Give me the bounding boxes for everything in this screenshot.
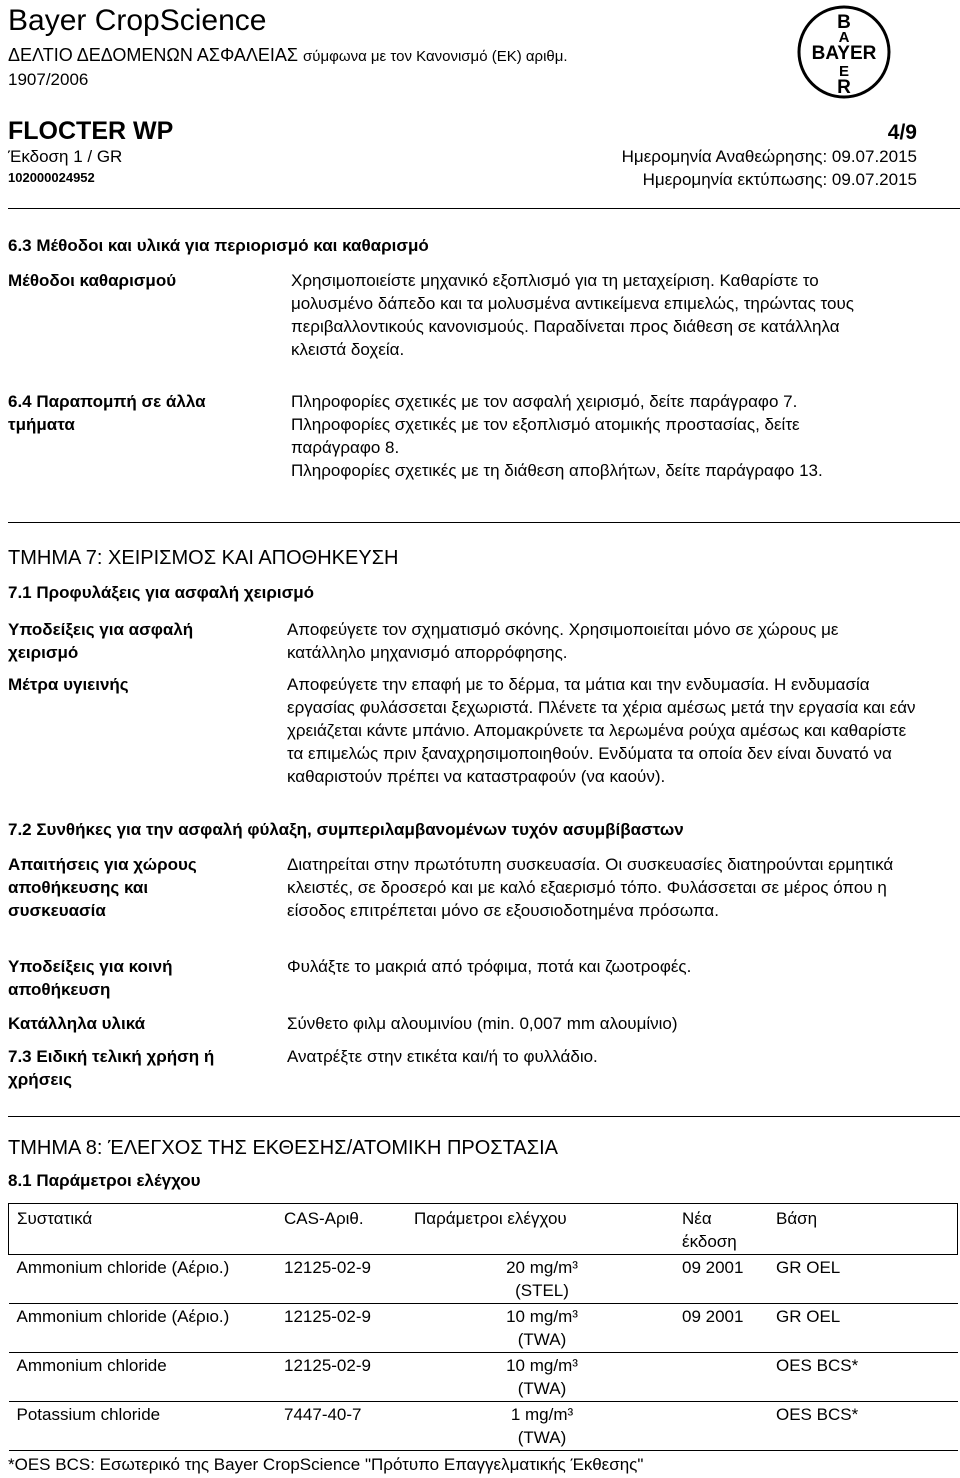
- table-row: [9, 1353, 958, 1402]
- section-7-1-title: 7.1 Προφυλάξεις για ασφαλή χειρισμό: [8, 583, 315, 602]
- common-storage-label: Υποδείξεις για κοινή αποθήκευση: [8, 957, 173, 999]
- param-value: 10 mg/m³: [506, 1307, 578, 1326]
- section-7-3-text: Ανατρέξτε στην ετικέτα και/ή το φυλλάδιο.: [287, 1047, 598, 1066]
- col-header-parameters: Παράμετροι ελέγχου: [414, 1209, 567, 1228]
- cell-basis: GR OEL: [768, 1304, 958, 1353]
- table-row: [9, 1304, 958, 1353]
- section-7-2-title: 7.2 Συνθήκες για την ασφαλή φύλαξη, συμπεριλαμβανομένων τυχόν ασυμβίβαστων: [8, 820, 684, 839]
- col-header-edition: Νέα έκδοση: [682, 1209, 737, 1251]
- bayer-logo: [796, 4, 892, 100]
- suitable-materials-label: Κατάλληλα υλικά: [8, 1014, 146, 1033]
- cell-cas: 12125-02-9: [276, 1255, 406, 1304]
- logo-letter-e: E: [838, 63, 850, 80]
- cell-component: Ammonium chloride (Αέριο.): [9, 1255, 277, 1304]
- cell-cas: 7447-40-7: [276, 1402, 406, 1451]
- cell-edition: 09 2001: [674, 1255, 768, 1304]
- param-value: 20 mg/m³: [506, 1258, 578, 1277]
- cell-edition: [674, 1353, 768, 1402]
- param-type: (TWA): [517, 1428, 567, 1447]
- document-code: 102000024952: [8, 170, 95, 185]
- page-number: 4/9: [887, 121, 917, 144]
- product-name: FLOCTER WP: [8, 117, 174, 145]
- cleaning-methods-label: Μέθοδοι καθαρισμού: [8, 271, 177, 290]
- col-header-basis: Βάση: [776, 1209, 818, 1228]
- section-divider: [8, 522, 960, 523]
- section-8-title: ΤΜΗΜΑ 8: ΈΛΕΓΧΟΣ ΤΗΣ ΕΚΘΕΣΗΣ/ΑΤΟΜΙΚΗ ΠΡΟΣΤΑΣΙΑ: [8, 1137, 558, 1159]
- section-6-4-references: [291, 390, 891, 482]
- control-parameters-table: [8, 1203, 958, 1451]
- reference-line: Πληροφορίες σχετικές με τον εξοπλισμό ατομικής προστασίας, δείτε παράγραφο 8.: [291, 415, 800, 457]
- section-6-4-label: 6.4 Παραπομπή σε άλλα τμήματα: [8, 392, 206, 434]
- cell-cas: 12125-02-9: [276, 1353, 406, 1402]
- common-storage-text: Φυλάξτε το μακριά από τρόφιμα, ποτά και ζωοτροφές.: [287, 957, 692, 976]
- header-divider: [8, 208, 960, 209]
- section-7-title: ΤΜΗΜΑ 7: ΧΕΙΡΙΣΜΟΣ ΚΑΙ ΑΠΟΘΗΚΕΥΣΗ: [8, 547, 399, 569]
- section-8-1-title: 8.1 Παράμετροι ελέγχου: [8, 1171, 201, 1190]
- table-header-row: [9, 1204, 958, 1255]
- logo-word-bayer: BAYER: [811, 43, 877, 64]
- logo-letter-b: B: [837, 12, 851, 33]
- cleaning-methods-text: Χρησιμοποιείστε μηχανικό εξοπλισμό για τη μεταχείριση. Καθαρίστε το μολυσμένο δάπεδο και τα μολυσμένα αντικείμενα επιμελώς, τηρώντας τους περιβαλλοντικούς κανονισμούς. Παραδίνεται προς διάθεση σε κατάλληλα κλειστά δοχεία.: [291, 271, 854, 359]
- logo-letter-r: R: [837, 77, 851, 98]
- cell-cas: 12125-02-9: [276, 1304, 406, 1353]
- table-row: [9, 1255, 958, 1304]
- revision-date: Ημερομηνία Αναθεώρησης: 09.07.2015: [621, 147, 917, 166]
- document-title: [8, 45, 568, 66]
- cell-component: Potassium chloride: [9, 1402, 277, 1451]
- cell-component: Ammonium chloride: [9, 1353, 277, 1402]
- doc-title-main: ΔΕΛΤΙΟ ΔΕΔΟΜΕΝΩΝ ΑΣΦΑΛΕΙΑΣ: [8, 45, 299, 65]
- cell-basis: OES BCS*: [768, 1353, 958, 1402]
- print-date: Ημερομηνία εκτύπωσης: 09.07.2015: [642, 170, 917, 189]
- param-value: 1 mg/m³: [510, 1405, 574, 1424]
- regulation-number: 1907/2006: [8, 70, 89, 89]
- col-header-cas: CAS-Αριθ.: [284, 1209, 364, 1228]
- storage-requirements-text: Διατηρείται στην πρωτότυπη συσκευασία. Οι συσκευασίες διατηρούνται ερμητικά κλειστές, σε δροσερό και με καλό εξαερισμό τόπο. Φυλάσσεται σε μέρος όπου η είσοδος επιτρέπεται μόνο σε εξουσιοδοτημένα πρόσωπα.: [287, 855, 894, 920]
- cell-edition: 09 2001: [674, 1304, 768, 1353]
- section-divider: [8, 1116, 960, 1117]
- cell-basis: GR OEL: [768, 1255, 958, 1304]
- reference-line: Πληροφορίες σχετικές με τον ασφαλή χειρισμό, δείτε παράγραφο 7.: [291, 392, 798, 411]
- cell-basis: OES BCS*: [768, 1402, 958, 1451]
- cell-edition: [674, 1402, 768, 1451]
- storage-requirements-label: Απαιτήσεις για χώρους αποθήκευσης και συσκευασία: [8, 855, 197, 920]
- cell-component: Ammonium chloride (Αέριο.): [9, 1304, 277, 1353]
- suitable-materials-text: Σύνθετο φιλμ αλουμινίου (min. 0,007 mm αλουμίνιο): [287, 1014, 678, 1033]
- hygiene-label: Μέτρα υγιεινής: [8, 675, 129, 694]
- param-value: 10 mg/m³: [506, 1356, 578, 1375]
- param-type: (TWA): [517, 1379, 567, 1398]
- hygiene-text: Αποφεύγετε την επαφή με το δέρμα, τα μάτια και την ενδυμασία. Η ενδυμασία εργασίας φυλάσσεται ξεχωριστά. Πλένετε τα χέρια αμέσως μετά την εργασία και εάν χρειάζεται κάντε μπάνιο. Απομακρύνετε τα λερωμένα ρούχα αμέσως και καθαρίστε τα επιμελώς πριν ξαναχρησιμοποιηθούν. Ενδύματα τα οποία δεν είναι δυνατό να καθαριστούν πρέπει να καταστραφούν (να καούν).: [287, 675, 916, 786]
- section-7-3-label: 7.3 Ειδική τελική χρήση ή χρήσεις: [8, 1047, 215, 1089]
- cell-parameter: [406, 1353, 674, 1402]
- col-header-components: Συστατικά: [17, 1209, 93, 1228]
- company-name: Bayer CropScience: [8, 4, 267, 37]
- cell-parameter: [406, 1402, 674, 1451]
- regulation-prefix: σύμφωνα με τον Κανονισμό (ΕΚ) αριθμ.: [303, 48, 568, 65]
- safe-handling-label: Υποδείξεις για ασφαλή χειρισμό: [8, 620, 194, 662]
- reference-line: Πληροφορίες σχετικές με τη διάθεση αποβλήτων, δείτε παράγραφο 13.: [291, 461, 823, 480]
- safe-handling-text: Αποφεύγετε τον σχηματισμό σκόνης. Χρησιμοποιείται μόνο σε χώρους με κατάλληλο μηχανισμό απορρόφησης.: [287, 620, 839, 662]
- edition: Έκδοση 1 / GR: [8, 147, 123, 166]
- param-type: (TWA): [517, 1330, 567, 1349]
- table-row: [9, 1402, 958, 1451]
- cell-parameter: [406, 1304, 674, 1353]
- param-type: (STEL): [515, 1281, 569, 1300]
- table-footnote: *OES BCS: Εσωτερικό της Bayer CropScience "Πρότυπο Επαγγελματικής Έκθεσης": [8, 1455, 644, 1474]
- logo-letter-a: A: [838, 29, 850, 46]
- cell-parameter: [406, 1255, 674, 1304]
- section-6-3-title: 6.3 Μέθοδοι και υλικά για περιορισμό και καθαρισμό: [8, 236, 429, 255]
